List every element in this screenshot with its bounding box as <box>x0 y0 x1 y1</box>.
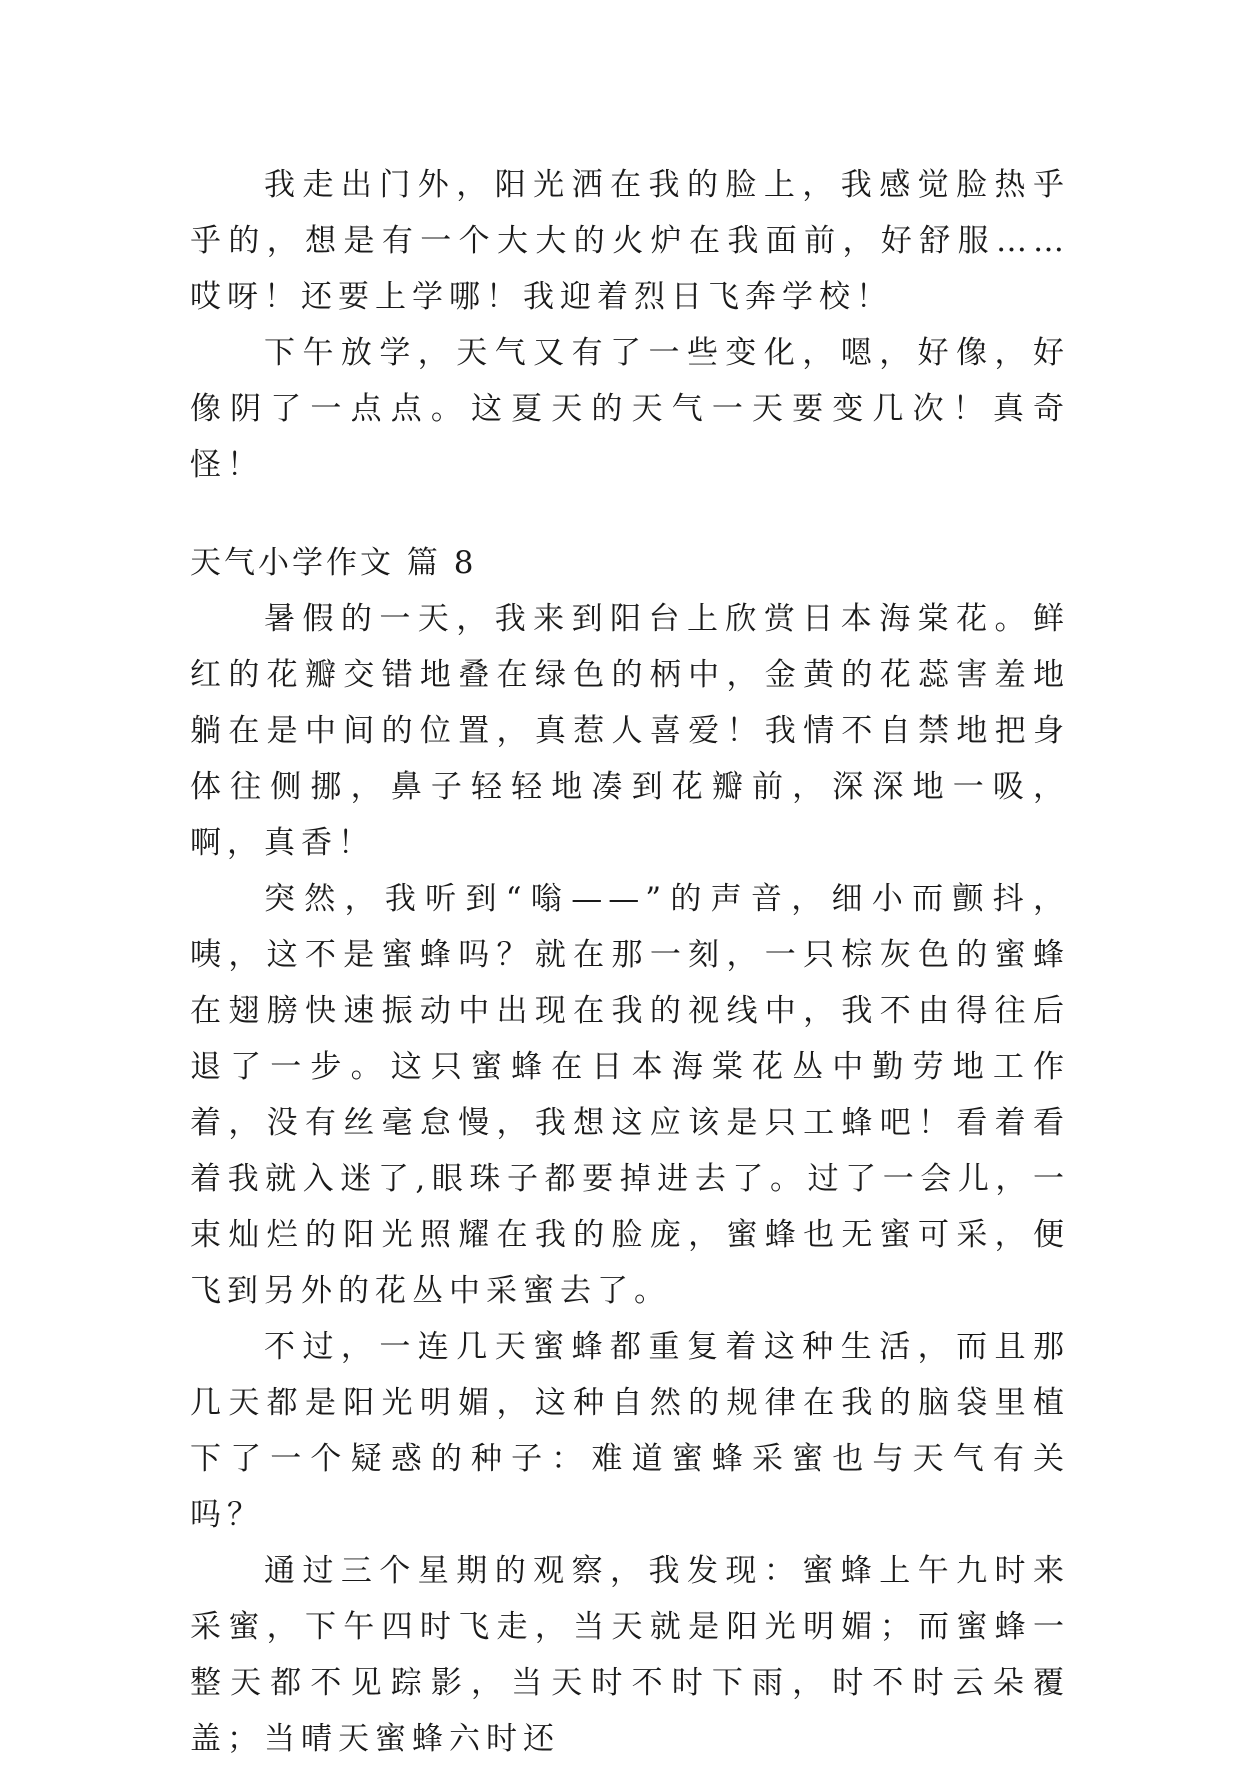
paragraph-5: 不过，一连几天蜜蜂都重复着这种生活，而且那几天都是阳光明媚，这种自然的规律在我的脑袋里植下了一个疑惑的种子：难道蜜蜂采蜜也与天气有关吗？ <box>190 1329 1070 1533</box>
paragraph-4: 突然，我听到“嗡——”的声音，细小而颤抖，咦，这不是蜜蜂吗？就在那一刻，一只棕灰色的蜜蜂在翅膀快速振动中出现在我的视线中，我不由得往后退了一步。这只蜜蜂在日本海棠花丛中勤劳地工作着，没有丝毫怠慢，我想这应该是只工蜂吧！看着看着我就入迷了,眼珠子都要掉进去了。过了一会儿，一束灿烂的阳光照耀在我的脸庞，蜜蜂也无蜜可采，便飞到另外的花丛中采蜜去了。 <box>190 881 1070 1309</box>
document-body <box>190 157 1070 1767</box>
paragraph-2: 下午放学，天气又有了一些变化，嗯，好像，好像阴了一点点。这夏天的天气一天要变几次！真奇怪！ <box>190 335 1070 483</box>
paragraph-3: 暑假的一天，我来到阳台上欣赏日本海棠花。鲜红的花瓣交错地叠在绿色的柄中，金黄的花蕊害羞地躺在是中间的位置，真惹人喜爱！我情不自禁地把身体往侧挪，鼻子轻轻地凑到花瓣前，深深地一吸，啊，真香！ <box>190 601 1070 861</box>
section-heading: 天气小学作文 篇 8 <box>190 545 477 581</box>
paragraph-1: 我走出门外，阳光洒在我的脸上，我感觉脸热乎乎的，想是有一个大大的火炉在我面前，好舒服……哎呀！还要上学哪！我迎着烈日飞奔学校！ <box>190 167 1070 315</box>
paragraph-6: 通过三个星期的观察，我发现：蜜蜂上午九时来采蜜，下午四时飞走，当天就是阳光明媚；而蜜蜂一整天都不见踪影，当天时不时下雨，时不时云朵覆盖；当晴天蜜蜂六时还 <box>190 1553 1070 1757</box>
